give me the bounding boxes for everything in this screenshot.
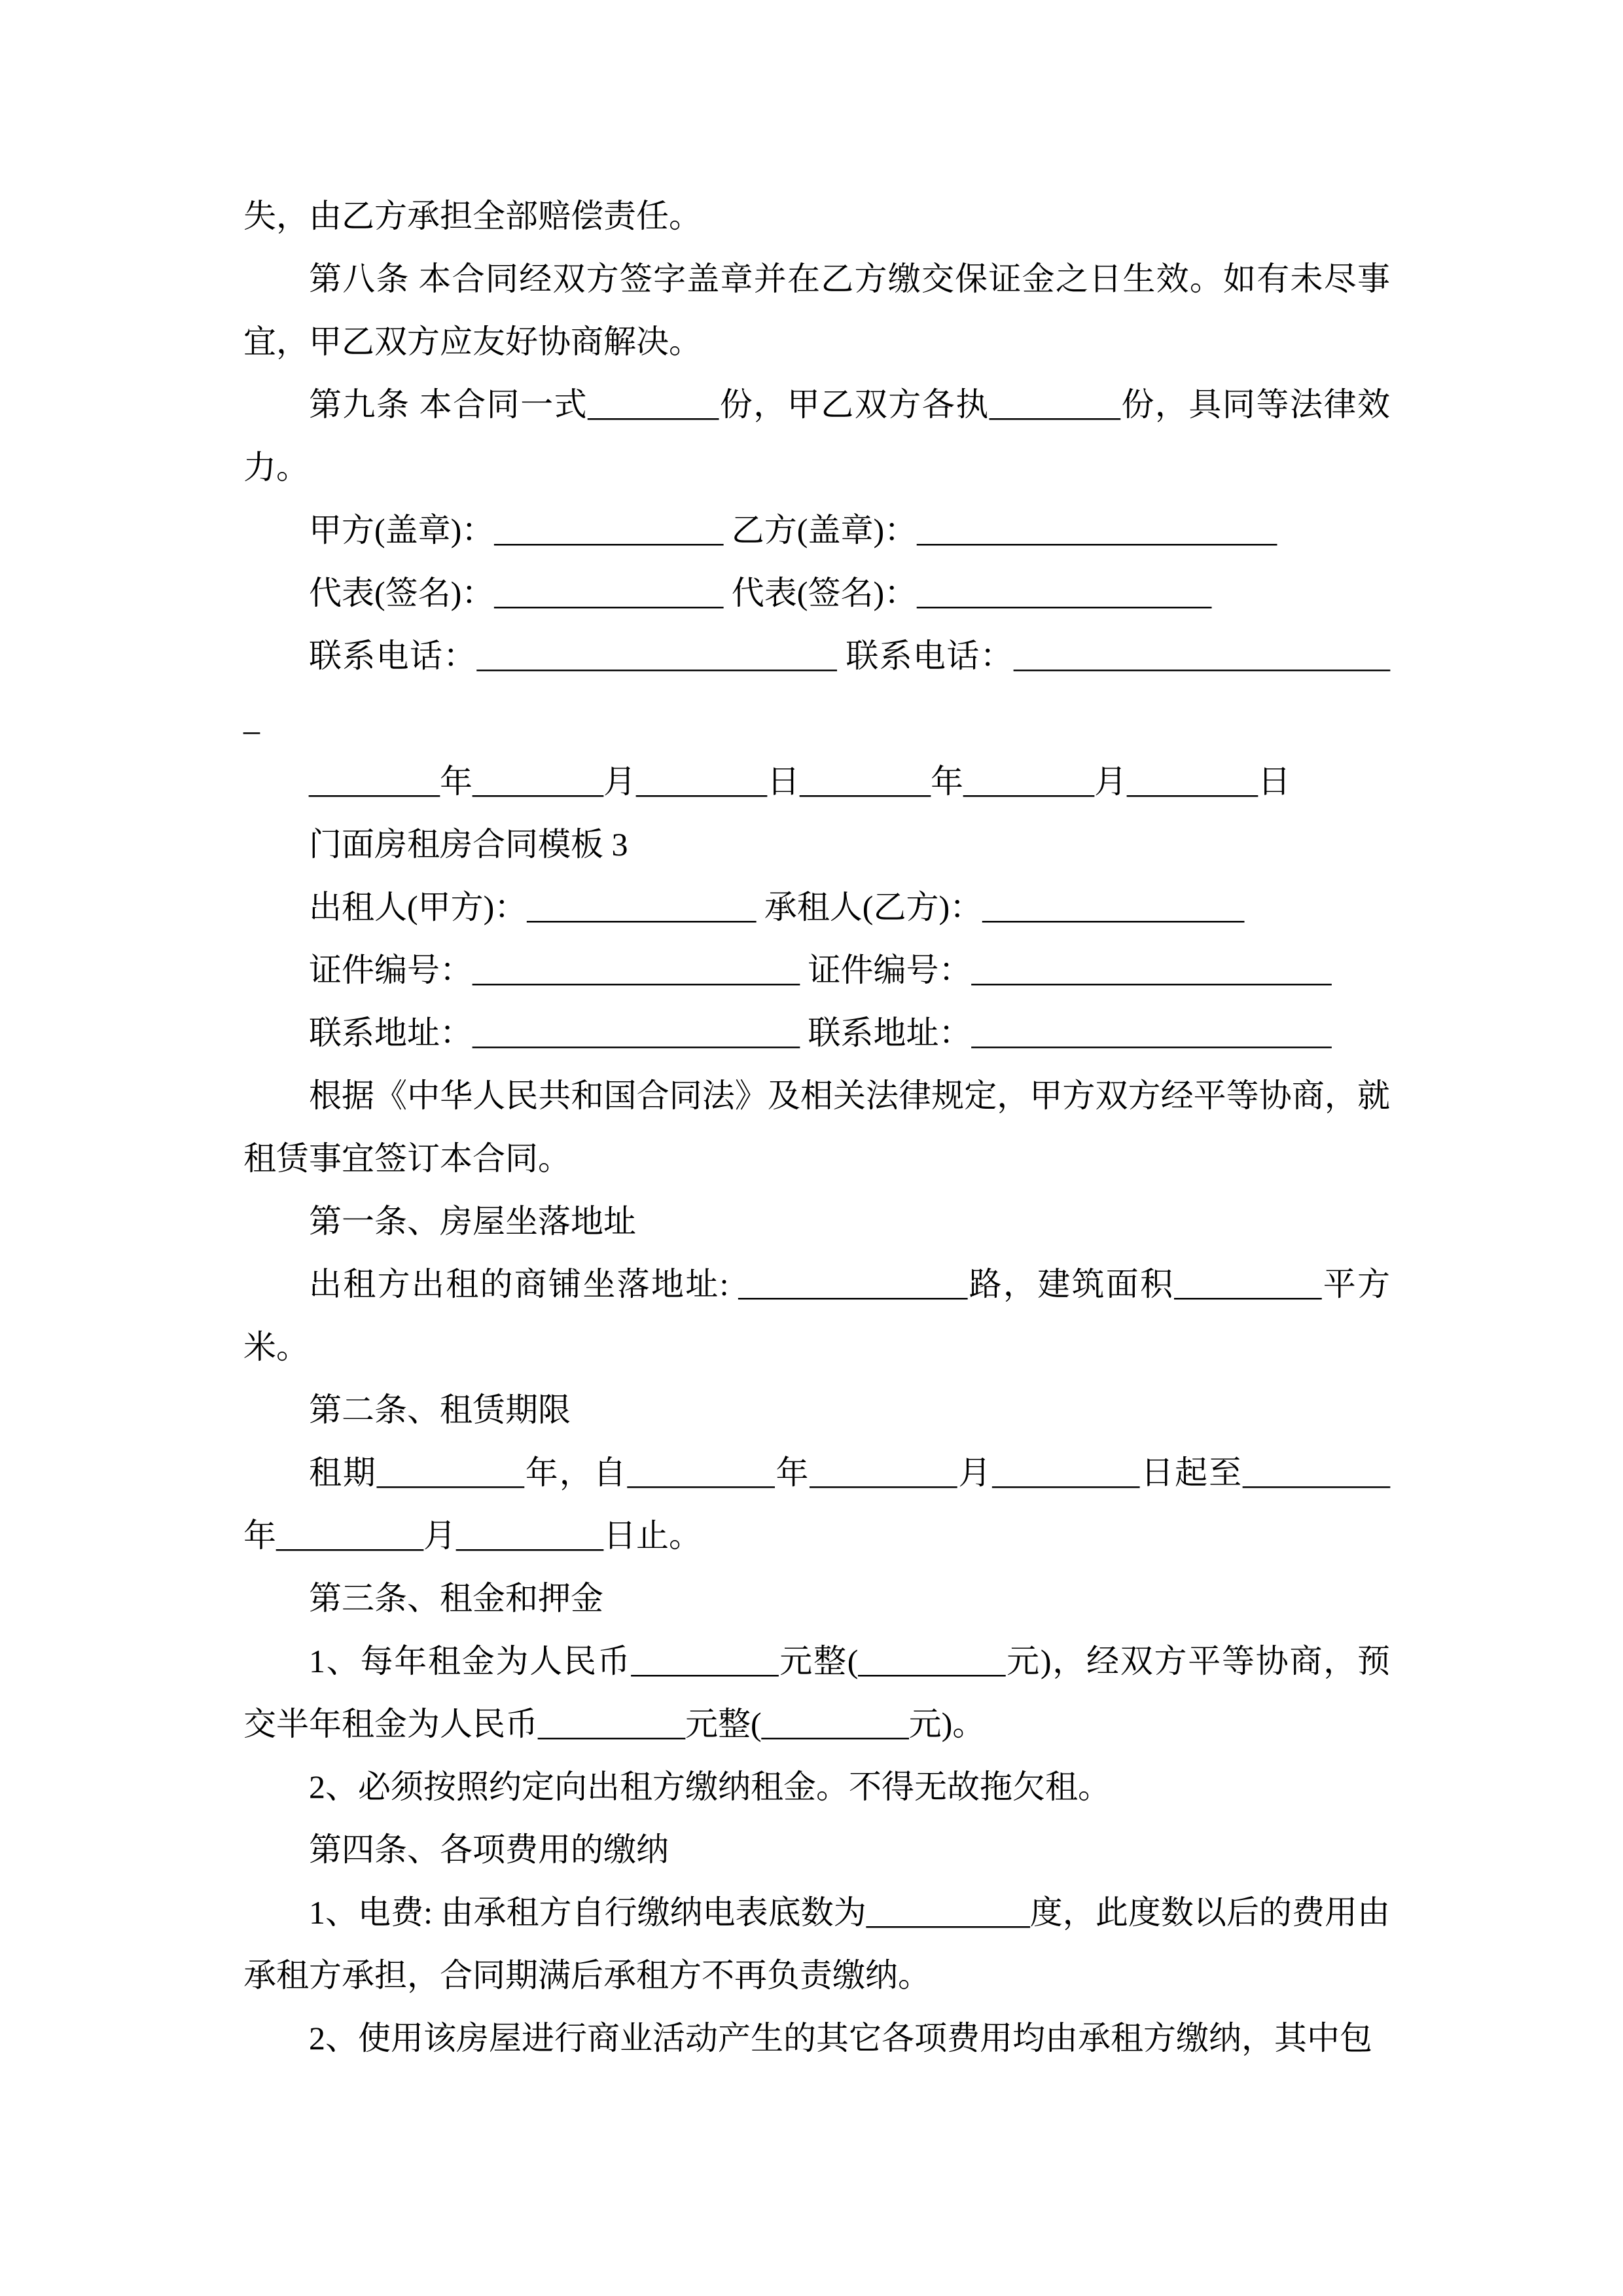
party-seal-line: 甲方(盖章)：______________ 乙方(盖章)：______________________ (309, 512, 1277, 548)
contract-body (243, 185, 1390, 2070)
article-4-heading: 第四条、各项费用的缴纳 (309, 1831, 669, 1868)
date-fill-line: ________年________月________日________年________月________日 (309, 763, 1291, 800)
id-number-line: 证件编号：____________________ 证件编号：______________________ (309, 952, 1332, 988)
template-title: 门面房租房合同模板 3 (309, 826, 628, 863)
contact-phone-line: 联系电话：______________________ 联系电话：________________________ (243, 637, 1390, 737)
article-2-heading: 第二条、租赁期限 (309, 1391, 571, 1428)
article-1-content: 出租方出租的商铺坐落地址: ______________路，建筑面积_________平方米。 (243, 1266, 1390, 1365)
contact-address-line: 联系地址：____________________ 联系地址：______________________ (309, 1014, 1332, 1051)
article-4-item-2: 2、使用该房屋进行商业活动产生的其它各项费用均由承租方缴纳，其中包 (309, 2020, 1372, 2056)
article-3-item-2: 2、必须按照约定向出租方缴纳租金。不得无故拖欠租。 (309, 1768, 1111, 1805)
article-3-item-1: 1、每年租金为人民币_________元整(_________元)，经双方平等协商，预交半年租金为人民币_________元整(_________元)。 (243, 1643, 1390, 1742)
article-3-heading: 第三条、租金和押金 (309, 1580, 603, 1617)
article-4-item-1: 1、电费: 由承租方自行缴纳电表底数为__________度，此度数以后的费用由承租方承担，合同期满后承租方不再负责缴纳。 (243, 1894, 1390, 1994)
article-2-content: 租期_________年，自_________年_________月_________日起至_________年_________月_________日止。 (243, 1454, 1390, 1554)
representative-sign-line: 代表(签名)：______________ 代表(签名)：__________________ (309, 575, 1212, 611)
clause-7-continuation-line: 失，由乙方承担全部赔偿责任。 (243, 198, 702, 234)
clause-8-paragraph: 第八条 本合同经双方签字盖章并在乙方缴交保证金之日生效。如有未尽事宜，甲乙双方应友好协商解决。 (243, 260, 1390, 360)
preamble-paragraph: 根据《中华人民共和国合同法》及相关法律规定，甲方双方经平等协商，就租赁事宜签订本合同。 (243, 1077, 1390, 1177)
article-1-heading: 第一条、房屋坐落地址 (309, 1203, 636, 1240)
clause-9-paragraph: 第九条 本合同一式________份，甲乙双方各执________份，具同等法律效力。 (243, 386, 1390, 486)
lessor-lessee-line: 出租人(甲方)：______________ 承租人(乙方)：________________ (309, 889, 1245, 925)
